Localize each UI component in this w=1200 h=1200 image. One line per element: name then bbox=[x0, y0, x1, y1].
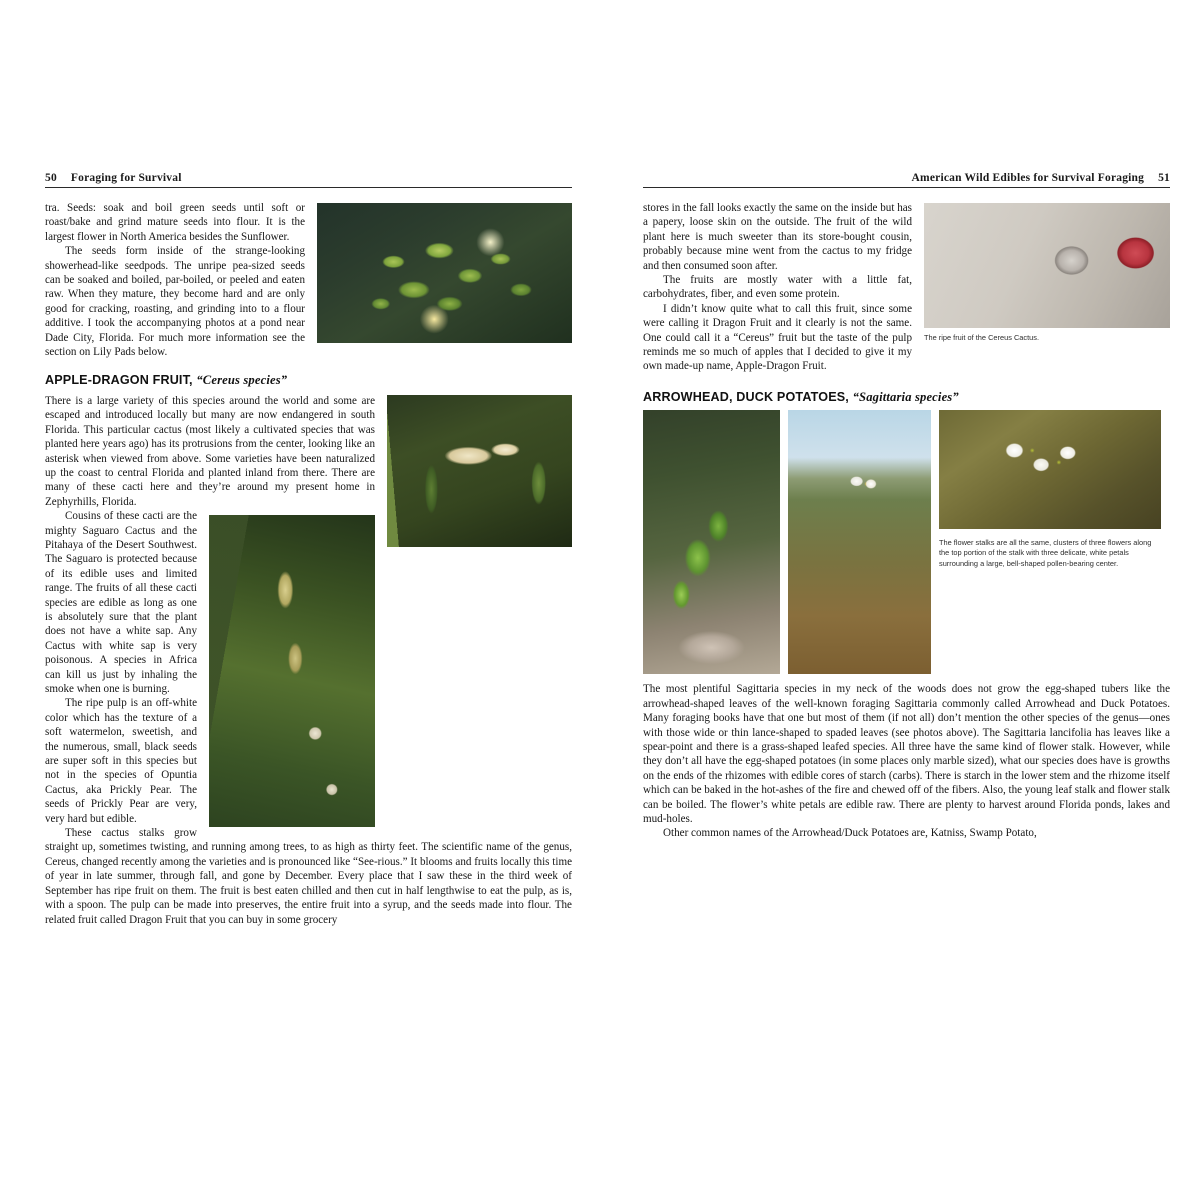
left-running-head-title: Foraging for Survival bbox=[70, 172, 182, 184]
cereus-cactus-flower-photo bbox=[387, 395, 572, 547]
arrowhead-flower-pond-photo bbox=[788, 410, 931, 674]
paragraph: Other common names of the Arrowhead/Duck Potatoes are, Katniss, Swamp Potato, bbox=[663, 827, 1037, 840]
left-running-head bbox=[45, 172, 572, 188]
cereus-cactus-stalk-photo bbox=[209, 515, 375, 827]
paragraph: tra. Seeds: soak and boil green seeds until soft or roast/bake and grind mature seeds into flour. It is the largest flower in North America besides the Sunflower. bbox=[45, 202, 305, 243]
section-heading-scientific-name: “Cereus species” bbox=[196, 373, 288, 388]
paragraph: The fruits are mostly water with a little fat, carbohydrates, fiber, and even some protein. bbox=[643, 274, 912, 301]
paragraph: Cousins of these cacti are the mighty Saguaro Cactus and the Pitahaya of the Desert Southwest. The Saguaro is protected because of its edible uses and limited range. The fruits of all these cacti species are edible as long as one is absolutely sure that the plant does not have a white sap. Any Cactus with white sap is very poisonous. A species in Africa can kill us just by inhaling the smoke when one is burning. bbox=[45, 510, 197, 695]
paragraph: The ripe pulp is an off-white color which has the texture of a soft watermelon, sweetish, and the numerous, small, black seeds are super soft in this species but not in the species of Opuntia Cactus, aka Prickly Pear. The seeds of Prickly Pear are very, very hard but edible. bbox=[45, 697, 197, 825]
cereus-fruit-figure bbox=[924, 203, 1170, 343]
paragraph: The most plentiful Sagittaria species in my neck of the woods does not grow the egg-shaped tubers like the arrowhead-shaped leaves of the well-known foraging Sagittaria commonly called Arrowhead and Duck Potatoes. Many foraging books have that one but most of them (if not all) don’t mention the other species of the genus—ones with those wide or thin lance-shaped to spaded leaves (see photos above). The Sagittaria lancifolia has leaves like a spear-point and there is a grass-shaped leafed species. All three have the same kind of flower stalk. However, while they don’t all have the egg-shaped potatoes (in some places only marble sized), what our species does have is growths on the ends of the rhizomes with edible cores of starch (carbs). There is starch in the lower stem and the rhizome itself which can be baked in the hot-ashes of the fire and chewed off of the fibers. Also, the young leaf stalk and flower stalk can be boiled. The flower’s white petals are edible raw. There are plenty to harvest around Florida ponds, lakes and mud-holes. bbox=[643, 683, 1170, 825]
right-body-text bbox=[643, 201, 1170, 841]
paragraph: stores in the fall looks exactly the same on the inside but has a papery, loose skin on the outside. The fruit of the wild plant here is much sweeter than its store-bought cousin, probably because mine went from the cactus to my fridge and then consumed soon after. bbox=[643, 202, 912, 272]
cereus-fruit-caption: The ripe fruit of the Cereus Cactus. bbox=[924, 333, 1040, 342]
section-heading-apple-dragon-fruit bbox=[45, 373, 572, 387]
right-page bbox=[643, 172, 1170, 982]
section-heading-common-name: ARROWHEAD, DUCK POTATOES, bbox=[643, 389, 853, 404]
paragraph: I didn’t know quite what to call this fruit, since some were calling it Dragon Fruit and it clearly is not the same. One could call it a “Cereus” fruit but the taste of the pulp reminds me so much of apples that I decided to give it my own made-up name, Apple-Dragon Fruit. bbox=[643, 302, 912, 373]
cereus-fruit-halves-photo bbox=[924, 203, 1170, 328]
right-page-number: 51 bbox=[1158, 172, 1170, 184]
paragraph: These cactus stalks grow straight up, sometimes twisting, and running among trees, to as high as thirty feet. The scientific name of the genus, Cereus, changed recently among the varieties and is pronounced like “See-rious.” It blooms and fruits locally this time of year in late summer, through fall, and gone by December. Every place that I saw these in the third week of September has ripe fruit on them. The fruit is best eaten chilled and then cut in half lengthwise to eat the pulp, as is, with a spoon. The pulp can be made into preserves, the entire fruit into a syrup, and the seeds made into flour. The related fruit called Dragon Fruit that you can buy in some grocery bbox=[45, 827, 572, 926]
left-page-number: 50 bbox=[45, 172, 57, 184]
arrowhead-leaves-photo bbox=[643, 410, 780, 674]
paragraph: There is a large variety of this species around the world and some are escaped and introduced locally but many are now endangered in south Florida. This particular cactus (most likely a cultivated species that was planted here years ago) has its protrusions from the center, looking like an asterisk when viewed from above. Some varieties have been naturalized up the coast to central Florida and planted inland from there. There are many of these cacti here and they’re around my present home in Zephyrhills, Florida. bbox=[45, 394, 375, 508]
arrowhead-flower-caption: The flower stalks are all the same, clusters of three flowers along the top portion of the stalk with three delicate, white petals surrounding a large, bell-shaped pollen-bearing center. bbox=[939, 538, 1152, 568]
arrowhead-flower-closeup-photo bbox=[939, 410, 1161, 529]
section-heading-scientific-name: “Sagittaria species” bbox=[852, 389, 959, 404]
arrowhead-photo-row bbox=[643, 410, 1170, 674]
right-running-head-title: American Wild Edibles for Survival Foraging bbox=[911, 172, 1145, 184]
left-body-text bbox=[45, 201, 572, 927]
lily-pad-pond-photo bbox=[317, 203, 572, 343]
left-page bbox=[45, 172, 572, 982]
section-heading-arrowhead bbox=[643, 390, 1170, 404]
paragraph: The seeds form inside of the strange-looking showerhead-like seedpods. The unripe pea-sized seeds can be soaked and boiled, par-boiled, or peeled and eaten raw. When they mature, they become hard and are only good for cracking, roasting, and grinding into to a flour additive. I took the accompanying photos at a pond near Dade City, Florida. For much more information see the section on Lily Pads below. bbox=[45, 245, 305, 359]
section-heading-common-name: APPLE-DRAGON FRUIT, bbox=[45, 373, 197, 388]
right-running-head bbox=[643, 172, 1170, 188]
